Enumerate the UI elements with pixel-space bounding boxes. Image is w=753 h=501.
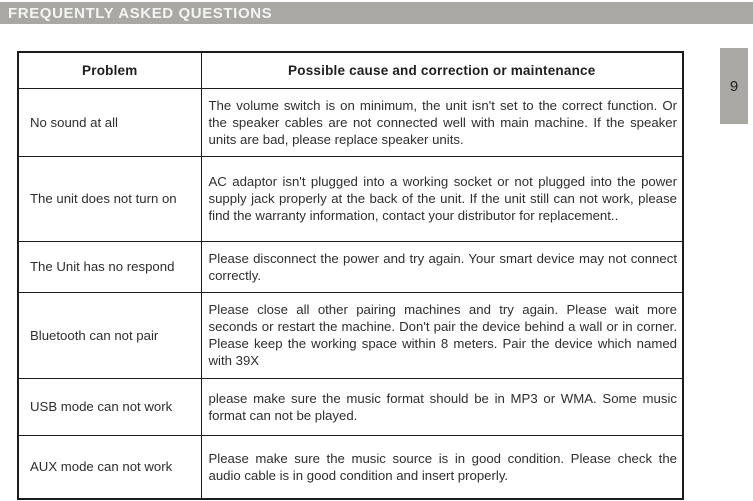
cause-cell: Please make sure the music source is in good condition. Please check the audio cable is in good condition and insert properly. bbox=[201, 435, 683, 499]
page-header-bar bbox=[0, 2, 753, 24]
faq-row-not-turn-on bbox=[18, 156, 683, 241]
faq-row-aux-mode bbox=[18, 435, 683, 499]
cause-cell: Please disconnect the power and try again. Your smart device may not connect correctly. bbox=[201, 241, 683, 292]
problem-cell: No sound at all bbox=[18, 88, 201, 156]
page-title: FREQUENTLY ASKED QUESTIONS bbox=[8, 4, 273, 22]
page-number-tab bbox=[720, 48, 748, 124]
cause-column-header: Possible cause and correction or maintenance bbox=[201, 52, 683, 88]
cause-cell: The volume switch is on minimum, the unit isn't set to the correct function. Or the speaker cables are not connected well with main machine. If the speaker units are bad, please replace speaker units. bbox=[201, 88, 683, 156]
problem-cell: Bluetooth can not pair bbox=[18, 292, 201, 378]
faq-header-row bbox=[18, 52, 683, 88]
problem-column-header: Problem bbox=[18, 52, 201, 88]
problem-cell: The unit does not turn on bbox=[18, 156, 201, 241]
page-number: 9 bbox=[729, 77, 739, 95]
cause-cell: AC adaptor isn't plugged into a working socket or not plugged into the power supply jack properly at the back of the unit. If the unit still can not work, please find the warranty information, contact your distributor for replacement.. bbox=[201, 156, 683, 241]
problem-cell: USB mode can not work bbox=[18, 378, 201, 435]
faq-row-bluetooth-pair bbox=[18, 292, 683, 378]
faq-table bbox=[17, 51, 684, 500]
faq-row-no-respond bbox=[18, 241, 683, 292]
faq-row-no-sound bbox=[18, 88, 683, 156]
problem-cell: AUX mode can not work bbox=[18, 435, 201, 499]
faq-row-usb-mode bbox=[18, 378, 683, 435]
cause-cell: please make sure the music format should be in MP3 or WMA. Some music format can not be played. bbox=[201, 378, 683, 435]
problem-cell: The Unit has no respond bbox=[18, 241, 201, 292]
cause-cell: Please close all other pairing machines and try again. Please wait more seconds or restart the machine. Don't pair the device behind a wall or in corner. Please keep the working space within 8 meters. Pair the device which named with 39X bbox=[201, 292, 683, 378]
